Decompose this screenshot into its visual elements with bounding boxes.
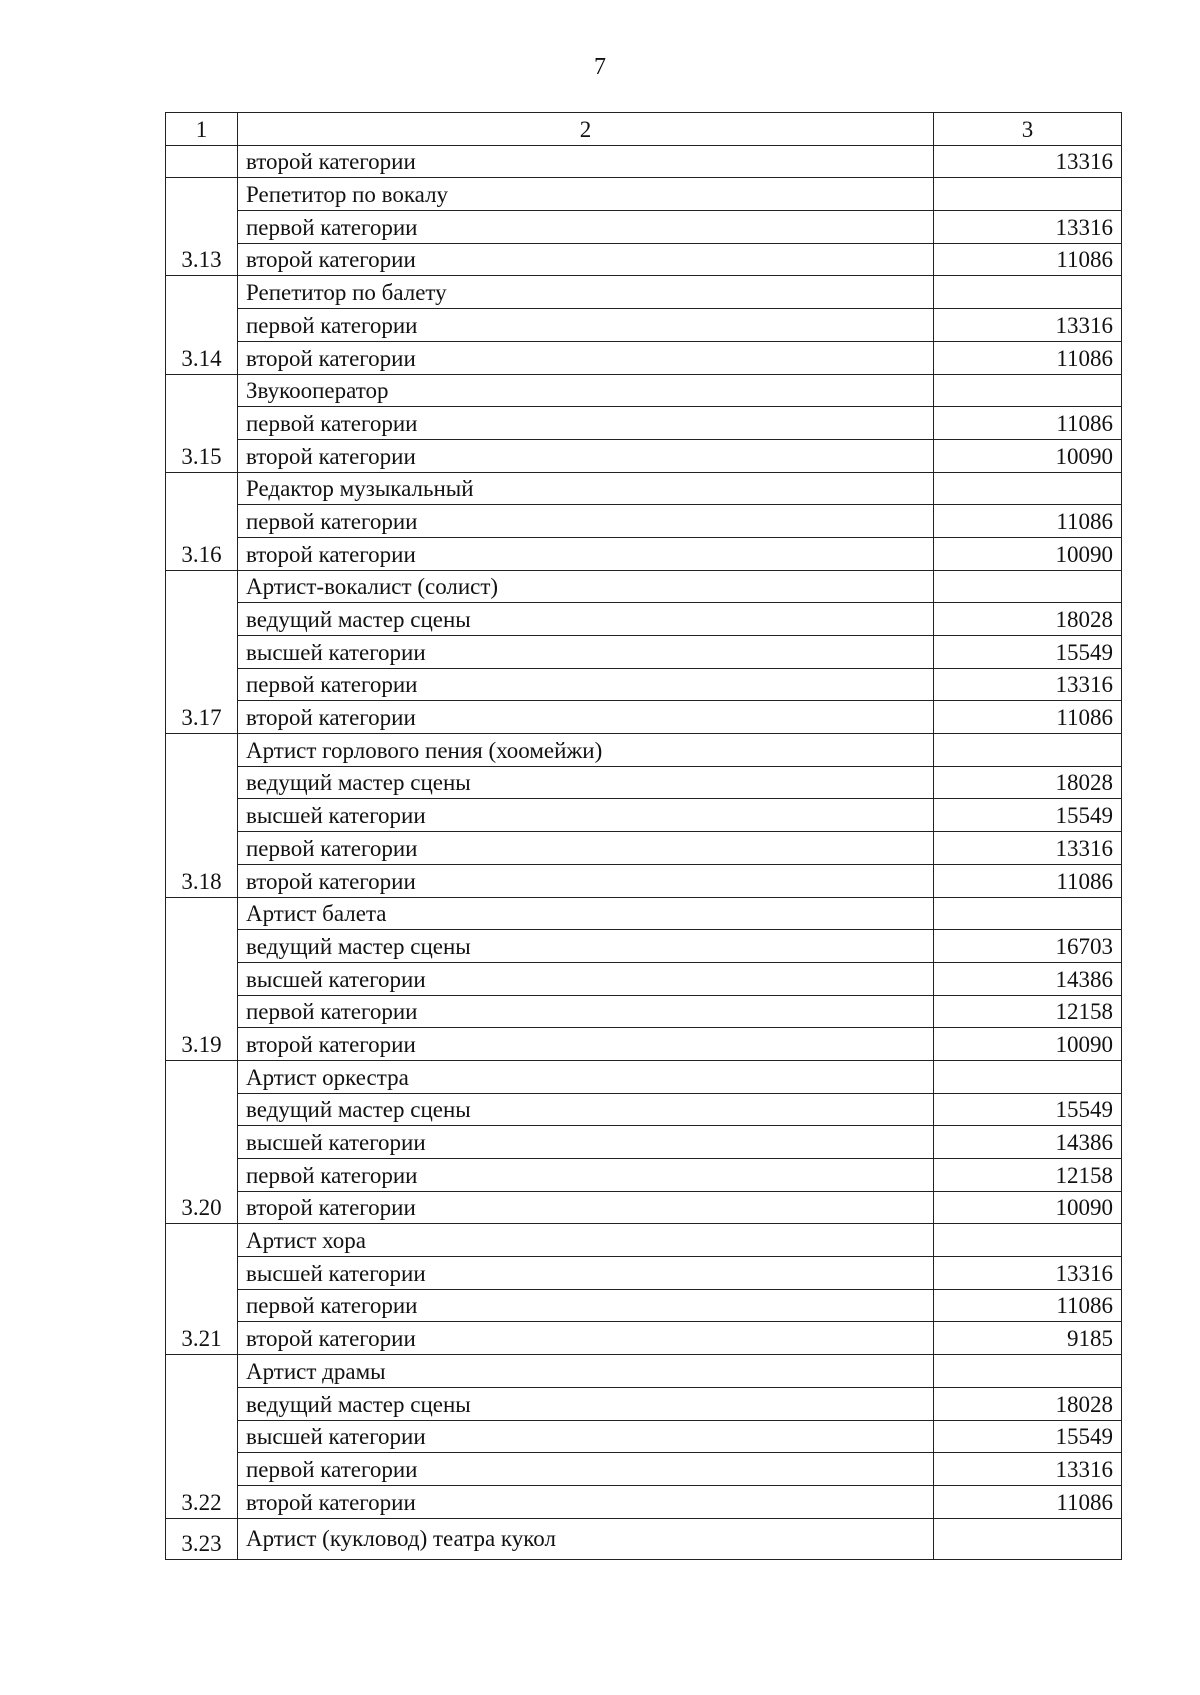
category-label: первой категории <box>238 1289 934 1322</box>
category-row <box>166 243 1122 276</box>
group-title-row <box>166 374 1122 407</box>
salary-value: 11086 <box>934 341 1122 374</box>
position-title: Артист (кукловод) театра кукол <box>238 1518 934 1559</box>
category-row <box>166 1028 1122 1061</box>
category-row <box>166 537 1122 570</box>
position-title: Звукооператор <box>238 374 934 407</box>
salary-value: 13316 <box>934 309 1122 342</box>
category-label: первой категории <box>238 1453 934 1486</box>
table-body <box>166 113 1122 1560</box>
category-row <box>166 603 1122 636</box>
position-title: Артист-вокалист (солист) <box>238 570 934 603</box>
position-title: Артист хора <box>238 1224 934 1257</box>
row-number: 3.15 <box>166 374 238 472</box>
salary-value: 18028 <box>934 603 1122 636</box>
salary-value-empty <box>934 472 1122 505</box>
position-title: Редактор музыкальный <box>238 472 934 505</box>
category-row <box>166 636 1122 669</box>
category-row <box>166 930 1122 963</box>
salary-table <box>165 112 1122 1560</box>
category-row <box>166 1420 1122 1453</box>
row-number: 3.22 <box>166 1355 238 1518</box>
group-title-row <box>166 1224 1122 1257</box>
category-row <box>166 1322 1122 1355</box>
row-number: 3.14 <box>166 276 238 374</box>
row-number: 3.16 <box>166 472 238 570</box>
salary-value: 10090 <box>934 1028 1122 1061</box>
salary-value: 11086 <box>934 1289 1122 1322</box>
salary-value-empty <box>934 734 1122 767</box>
category-row <box>166 1093 1122 1126</box>
row-number: 3.19 <box>166 897 238 1060</box>
salary-value-empty <box>934 1518 1122 1559</box>
group-title-row <box>166 1060 1122 1093</box>
category-row <box>166 864 1122 897</box>
category-label: первой категории <box>238 505 934 538</box>
salary-value: 11086 <box>934 505 1122 538</box>
position-title: Артист оркестра <box>238 1060 934 1093</box>
category-label: второй категории <box>238 537 934 570</box>
group-title-row <box>166 1355 1122 1388</box>
header-col-3: 3 <box>934 113 1122 146</box>
salary-value: 9185 <box>934 1322 1122 1355</box>
group-title-row <box>166 276 1122 309</box>
group-title-row <box>166 178 1122 211</box>
salary-value: 11086 <box>934 701 1122 734</box>
category-label: первой категории <box>238 832 934 865</box>
category-row <box>166 832 1122 865</box>
category-label: ведущий мастер сцены <box>238 766 934 799</box>
salary-value-empty <box>934 1355 1122 1388</box>
category-label: второй категории <box>238 145 934 178</box>
row-number <box>166 145 238 178</box>
category-row <box>166 439 1122 472</box>
salary-value: 10090 <box>934 1191 1122 1224</box>
position-title: Артист балета <box>238 897 934 930</box>
group-title-row <box>166 897 1122 930</box>
row-number: 3.23 <box>166 1518 238 1559</box>
salary-value-empty <box>934 897 1122 930</box>
category-label: высшей категории <box>238 636 934 669</box>
category-row <box>166 505 1122 538</box>
category-row <box>166 341 1122 374</box>
category-label: первой категории <box>238 668 934 701</box>
category-label: второй категории <box>238 1191 934 1224</box>
salary-value: 13316 <box>934 211 1122 244</box>
category-label: первой категории <box>238 211 934 244</box>
category-label: ведущий мастер сцены <box>238 1387 934 1420</box>
category-label: высшей категории <box>238 1257 934 1290</box>
category-label: высшей категории <box>238 799 934 832</box>
salary-value: 13316 <box>934 1257 1122 1290</box>
category-label: первой категории <box>238 1159 934 1192</box>
salary-value: 11086 <box>934 1485 1122 1518</box>
category-label: первой категории <box>238 407 934 440</box>
group-title-row <box>166 570 1122 603</box>
salary-value-empty <box>934 374 1122 407</box>
salary-value: 15549 <box>934 636 1122 669</box>
category-row <box>166 701 1122 734</box>
position-title: Артист драмы <box>238 1355 934 1388</box>
category-row <box>166 799 1122 832</box>
category-row <box>166 962 1122 995</box>
salary-value: 13316 <box>934 832 1122 865</box>
header-col-1: 1 <box>166 113 238 146</box>
category-label: высшей категории <box>238 962 934 995</box>
salary-value: 15549 <box>934 1420 1122 1453</box>
salary-value: 18028 <box>934 1387 1122 1420</box>
header-row <box>166 113 1122 146</box>
group-title-row <box>166 734 1122 767</box>
category-row <box>166 1191 1122 1224</box>
salary-value: 13316 <box>934 145 1122 178</box>
category-row <box>166 309 1122 342</box>
category-row <box>166 1159 1122 1192</box>
salary-value-empty <box>934 276 1122 309</box>
category-label: первой категории <box>238 995 934 1028</box>
salary-value: 14386 <box>934 962 1122 995</box>
salary-value: 15549 <box>934 1093 1122 1126</box>
group-title-row <box>166 472 1122 505</box>
position-title: Репетитор по вокалу <box>238 178 934 211</box>
row-number: 3.18 <box>166 734 238 897</box>
category-label: ведущий мастер сцены <box>238 1093 934 1126</box>
page-number: 7 <box>594 54 606 80</box>
row-number: 3.17 <box>166 570 238 733</box>
continuation-row <box>166 145 1122 178</box>
category-row <box>166 1126 1122 1159</box>
category-label: высшей категории <box>238 1126 934 1159</box>
category-row <box>166 1289 1122 1322</box>
salary-value: 10090 <box>934 439 1122 472</box>
header-col-2: 2 <box>238 113 934 146</box>
salary-value: 13316 <box>934 1453 1122 1486</box>
category-label: второй категории <box>238 243 934 276</box>
category-label: второй категории <box>238 439 934 472</box>
category-row <box>166 995 1122 1028</box>
category-row <box>166 1453 1122 1486</box>
category-row <box>166 407 1122 440</box>
salary-value: 16703 <box>934 930 1122 963</box>
salary-value: 10090 <box>934 537 1122 570</box>
row-number: 3.20 <box>166 1060 238 1223</box>
category-label: второй категории <box>238 701 934 734</box>
position-title: Репетитор по балету <box>238 276 934 309</box>
salary-value: 18028 <box>934 766 1122 799</box>
category-label: второй категории <box>238 1028 934 1061</box>
row-number: 3.21 <box>166 1224 238 1355</box>
category-label: второй категории <box>238 1322 934 1355</box>
salary-value: 12158 <box>934 995 1122 1028</box>
category-label: второй категории <box>238 341 934 374</box>
category-label: второй категории <box>238 864 934 897</box>
row-number: 3.13 <box>166 178 238 276</box>
category-label: ведущий мастер сцены <box>238 603 934 636</box>
category-label: первой категории <box>238 309 934 342</box>
category-row <box>166 211 1122 244</box>
salary-value-empty <box>934 178 1122 211</box>
category-row <box>166 1485 1122 1518</box>
salary-value-empty <box>934 1224 1122 1257</box>
salary-value: 14386 <box>934 1126 1122 1159</box>
position-title: Артист горлового пения (хоомейжи) <box>238 734 934 767</box>
category-label: второй категории <box>238 1485 934 1518</box>
category-row <box>166 1387 1122 1420</box>
salary-value: 11086 <box>934 864 1122 897</box>
group-title-row <box>166 1518 1122 1559</box>
salary-value: 11086 <box>934 407 1122 440</box>
category-label: ведущий мастер сцены <box>238 930 934 963</box>
category-row <box>166 1257 1122 1290</box>
salary-value: 15549 <box>934 799 1122 832</box>
salary-value-empty <box>934 570 1122 603</box>
salary-value: 11086 <box>934 243 1122 276</box>
salary-value-empty <box>934 1060 1122 1093</box>
category-label: высшей категории <box>238 1420 934 1453</box>
salary-value: 12158 <box>934 1159 1122 1192</box>
category-row <box>166 766 1122 799</box>
category-row <box>166 668 1122 701</box>
salary-value: 13316 <box>934 668 1122 701</box>
